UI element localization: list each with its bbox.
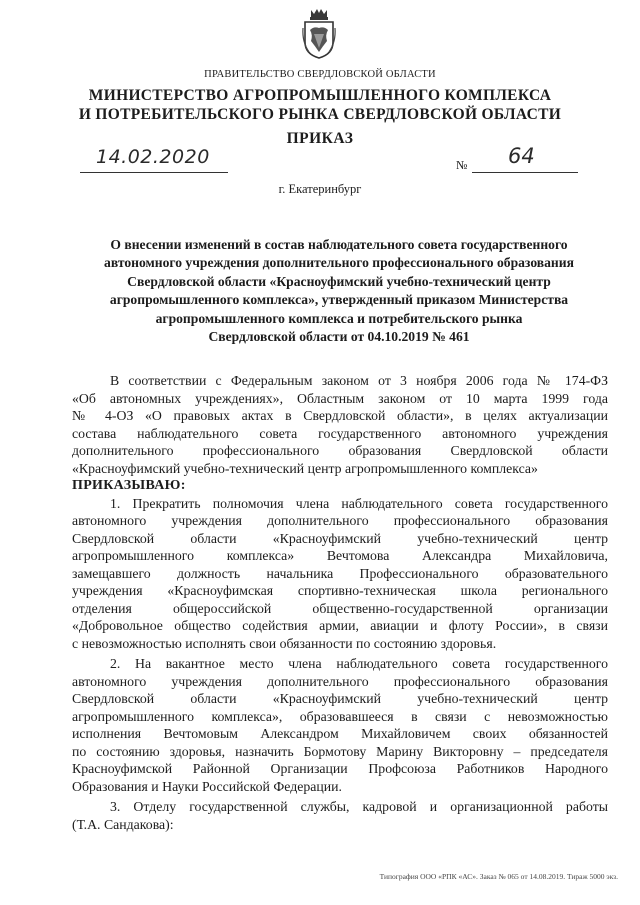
title-line: О внесении изменений в состав наблюдательного совета государственного <box>110 237 568 252</box>
government-name: ПРАВИТЕЛЬСТВО СВЕРДЛОВСКОЙ ОБЛАСТИ <box>204 69 436 80</box>
text-line: автономного учреждения дополнительного профессионального образования <box>72 513 608 528</box>
item-2-paragraph <box>72 655 608 795</box>
order-body <box>72 372 608 833</box>
title-line: агропромышленного комплекса и потребительского рынка <box>155 310 523 326</box>
title-line: автономного учреждения дополнительного профессионального образования <box>104 255 574 271</box>
text-line: Красноуфимской Районной Организации Профсоюза Работников Народного <box>72 761 608 776</box>
text-line: исполнения Вечтомовым Александром Михайловичем своих обязанностей <box>72 726 608 741</box>
coat-of-arms-emblem <box>301 8 337 60</box>
text-line: (Т.А. Сандакова): <box>72 816 174 832</box>
document-type: ПРИКАЗ <box>286 130 354 147</box>
text-line: замещавшего должность начальника Профессионального образовательного <box>72 565 608 581</box>
handwritten-date: 14.02.2020 <box>96 146 210 168</box>
number-label: № <box>456 158 468 172</box>
text-line: учреждения «Красноуфимская спортивно-техническая школа регионального <box>72 583 608 598</box>
item-3-paragraph <box>72 798 608 833</box>
preamble-paragraph <box>72 372 608 477</box>
text-line: В соответствии с Федеральным законом от 3 ноября 2006 года № 174-ФЗ <box>110 373 608 388</box>
text-line: автономного учреждения дополнительного профессионального образования <box>72 673 608 689</box>
text-line: «Красноуфимский учебно-технический центр агропромышленного комплекса» <box>72 460 538 476</box>
text-line: состава наблюдательного совета государственного автономного учреждения <box>72 425 608 441</box>
handwritten-number: 64 <box>508 144 535 168</box>
text-line: № 4-ОЗ «О правовых актах в Свердловской области», в целях актуализации <box>72 408 608 423</box>
title-line: Свердловской области «Красноуфимский учебно-технический центр <box>127 273 551 289</box>
ministry-name-line-1: МИНИСТЕРСТВО АГРОПРОМЫШЛЕННОГО КОМПЛЕКСА <box>88 87 552 104</box>
text-line: «Добровольное общество содействия армии, авиации и флоту России», в связи <box>72 618 608 633</box>
ministry-name-line-2: И ПОТРЕБИТЕЛЬСКОГО РЫНКА СВЕРДЛОВСКОЙ ОБЛАСТИ <box>78 106 562 123</box>
text-line: агропромышленного комплекса», образовавшееся в связи с невозможностью <box>72 708 608 724</box>
text-line: с невозможностью исполнять свои обязанности по состоянию здоровья. <box>72 635 497 651</box>
title-line: агропромышленного комплекса», утвержденный приказом Министерства <box>109 292 569 308</box>
text-line: дополнительного профессионального образования Свердловской области <box>72 443 608 458</box>
title-line: Свердловской области от 04.10.2019 № 461 <box>208 329 470 345</box>
printer-footer: Типография ООО «РПК «АС». Заказ № 065 от 14.08.2019. Тираж 5000 экз. <box>379 872 618 881</box>
text-line: Свердловской области «Красноуфимский учебно-технический центр <box>72 530 608 546</box>
text-line: агропромышленного комплекса» Вечтомова Александра Михайловича, <box>72 548 608 563</box>
city-name: г. Екатеринбург <box>278 182 362 196</box>
decree-word: ПРИКАЗЫВАЮ: <box>72 478 186 493</box>
item-1-paragraph <box>72 495 608 653</box>
number-underline <box>472 172 578 173</box>
text-line: по состоянию здоровья, назначить Бормотову Марину Викторовну – председателя <box>72 743 608 759</box>
text-line: 1. Прекратить полномочия члена наблюдательного совета государственного <box>110 495 608 511</box>
date-underline <box>80 172 228 173</box>
text-line: отделения общероссийской общественно-государственной организации <box>72 600 608 616</box>
text-line: Образования и Науки Российской Федерации. <box>72 778 342 794</box>
text-line: 2. На вакантное место члена наблюдательного совета государственного <box>110 656 608 671</box>
order-title <box>72 236 606 346</box>
text-line: 3. Отделу государственной службы, кадровой и организационной работы <box>110 799 608 814</box>
text-line: Свердловской области «Красноуфимский учебно-технический центр <box>72 691 608 706</box>
text-line: «Об автономных учреждениях», Областным законом от 10 марта 1999 года <box>72 390 608 406</box>
